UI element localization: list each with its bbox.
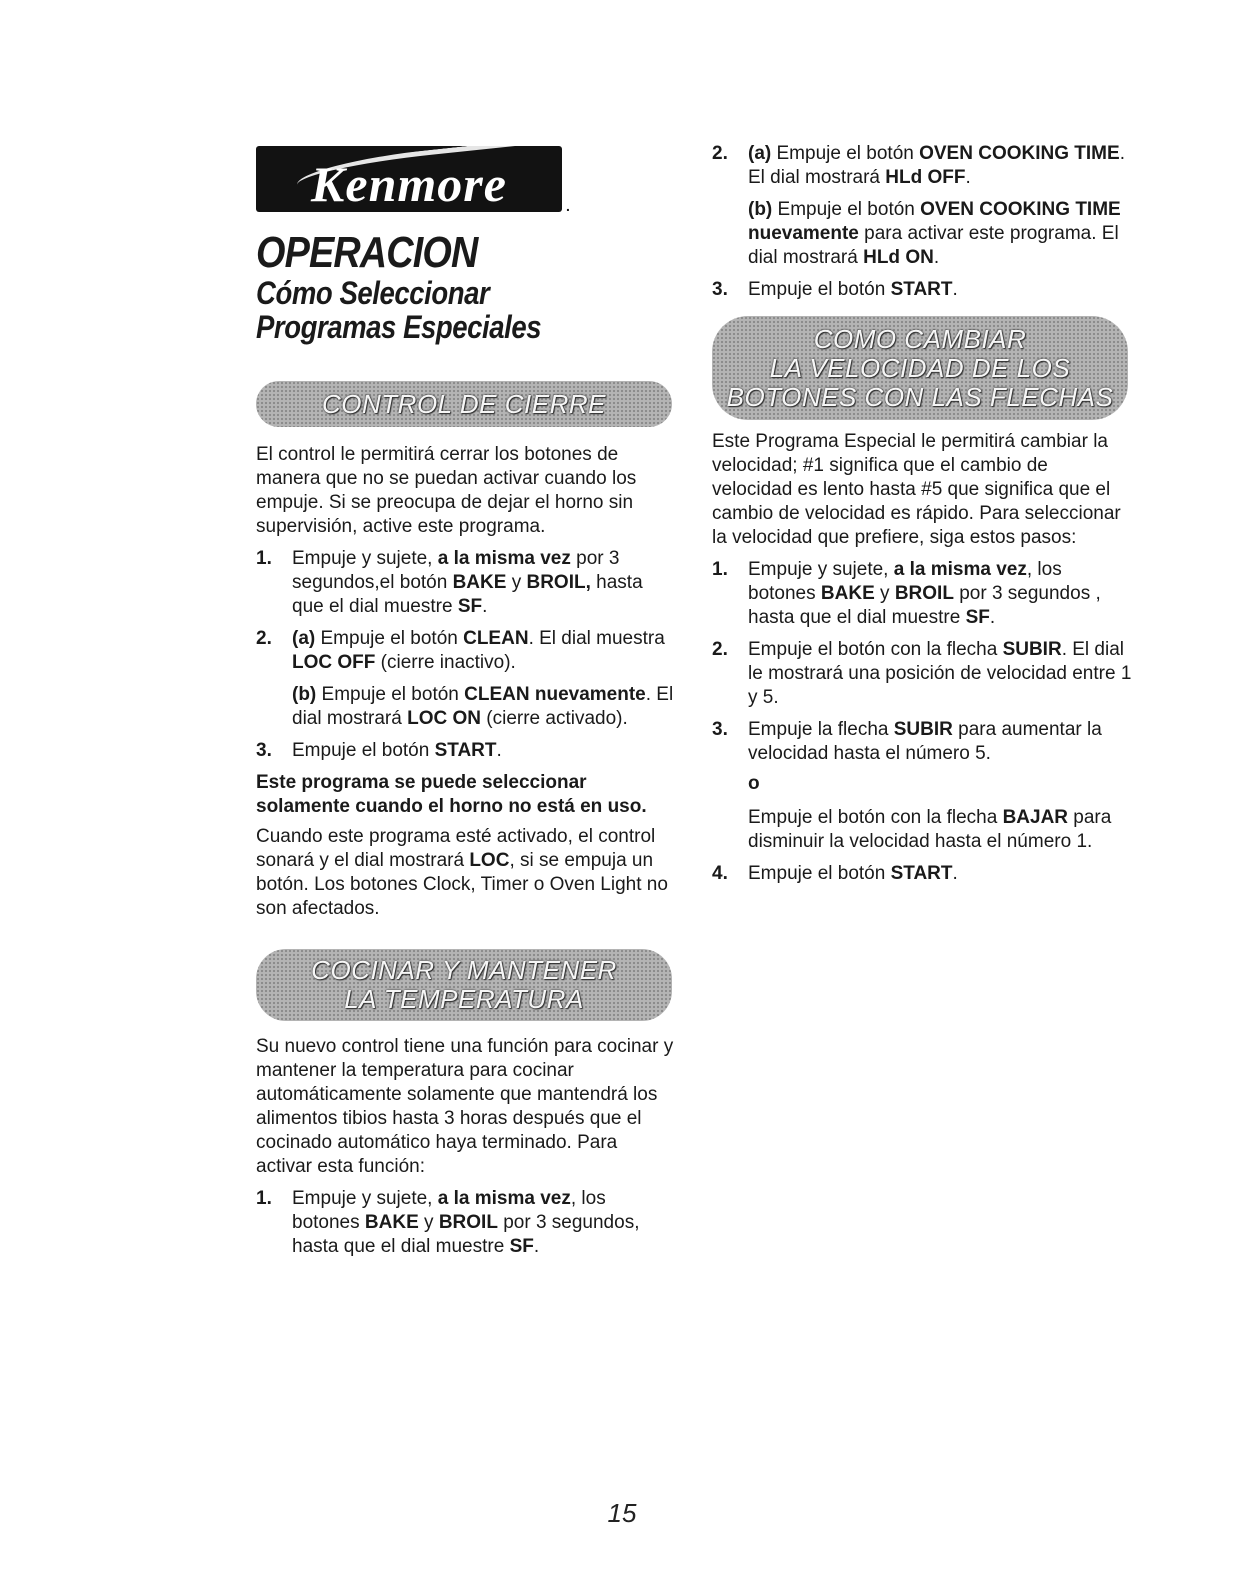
speed-or: o xyxy=(748,773,760,794)
lock-step-1: 1. Empuje y sujete, a la misma vez por 3 segundos,el botón BAKE y BROIL, hasta que el dial muestre SF. xyxy=(256,548,643,617)
lock-intro: El control le permitirá cerrar los botones de manera que no se puedan activar cuando los empuje. Si se preocupa de dejar el horno sin supervisión, active este programa. xyxy=(256,444,637,537)
kenmore-logo xyxy=(256,140,576,220)
page-subtitle-line-1: Cómo Seleccionar xyxy=(256,275,490,311)
logo-reg-mark: . xyxy=(566,198,570,214)
speed-step-3-alt: Empuje el botón con la flecha BAJAR para disminuir la velocidad hasta el número 1. xyxy=(748,807,1112,852)
keepwarm-step-3: 3. Empuje el botón START. xyxy=(712,279,958,300)
keepwarm-intro: Su nuevo control tiene una función para cocinar y mantener la temperatura para cocinar automáticamente solamente que mantendrá los alimentos tibios hasta 3 horas después que el cocinado automático haya terminado. Para activar esta función: xyxy=(256,1036,674,1177)
page-number: 15 xyxy=(607,1498,637,1528)
page-title: OPERACION xyxy=(256,228,478,277)
keepwarm-step-1: 1. Empuje y sujete, a la misma vez, los botones BAKE y BROIL por 3 segundos, hasta que el dial muestre SF. xyxy=(256,1188,640,1257)
right-column xyxy=(712,142,1132,894)
speed-intro: Este Programa Especial le permitirá cambiar la velocidad; #1 significa que el cambio de velocidad es lento hasta #5 que significa que el cambio de velocidad es rápido. Para seleccionar la velocidad que prefiere, siga estos pasos: xyxy=(712,431,1121,548)
speed-step-1: 1. Empuje y sujete, a la misma vez, los botones BAKE y BROIL por 3 segundos , hasta que el dial muestre SF. xyxy=(712,559,1101,628)
page-subtitle-line-2: Programas Especiales xyxy=(256,309,542,345)
banner-como-cambiar-velocidad: COMO CAMBIAR LA VELOCIDAD DE LOS BOTONES CON LAS FLECHAS xyxy=(712,316,1128,420)
keepwarm-step-2a: (a) Empuje el botón OVEN COOKING TIME. El dial mostrará HLd OFF. xyxy=(748,143,1125,188)
lock-step-3: 3. Empuje el botón START. xyxy=(256,740,502,761)
keepwarm-step-2b: (b) Empuje el botón OVEN COOKING TIME nuevamente para activar este programa. El dial mostrará HLd ON. xyxy=(748,199,1121,268)
speed-step-3: 3. Empuje la flecha SUBIR para aumentar la velocidad hasta el número 5. o Empuje el botón con la flecha BAJAR para disminuir la velocidad hasta el número 1. xyxy=(712,718,1132,854)
lock-step-2: 2. (a) Empuje el botón CLEAN. El dial muestra LOC OFF (cierre inactivo). (b) Empuje el botón CLEAN nuevamente. El dial mostrará LOC ON (cierre activado). xyxy=(256,627,676,731)
banner-control-de-cierre: CONTROL DE CIERRE xyxy=(256,381,672,427)
lock-step-2a: (a) Empuje el botón CLEAN. El dial muestra LOC OFF (cierre inactivo). xyxy=(292,628,665,673)
banner-cocinar-y-mantener: COCINAR Y MANTENER LA TEMPERATURA xyxy=(256,949,672,1021)
logo-text: Kenmore xyxy=(311,156,507,212)
keepwarm-step-2: 2. (a) Empuje el botón OVEN COOKING TIME. El dial mostrará HLd OFF. (b) Empuje el botón OVEN COOKING TIME nuevamente para activar este programa. El dial mostrará HLd ON. xyxy=(712,142,1132,270)
lock-after-text: Cuando este programa esté activado, el control sonará y el dial mostrará LOC, si se empuja un botón. Los botones Clock, Timer o Oven Light no son afectados. xyxy=(256,826,668,919)
lock-note: Este programa se puede seleccionar solamente cuando el horno no está en uso. xyxy=(256,772,647,817)
speed-step-4: 4. Empuje el botón START. xyxy=(712,863,958,884)
left-column xyxy=(256,140,676,1267)
lock-step-2b: (b) Empuje el botón CLEAN nuevamente. El dial mostrará LOC ON (cierre activado). xyxy=(292,684,674,729)
speed-step-2: 2. Empuje el botón con la flecha SUBIR. El dial le mostrará una posición de velocidad entre 1 y 5. xyxy=(712,639,1132,708)
